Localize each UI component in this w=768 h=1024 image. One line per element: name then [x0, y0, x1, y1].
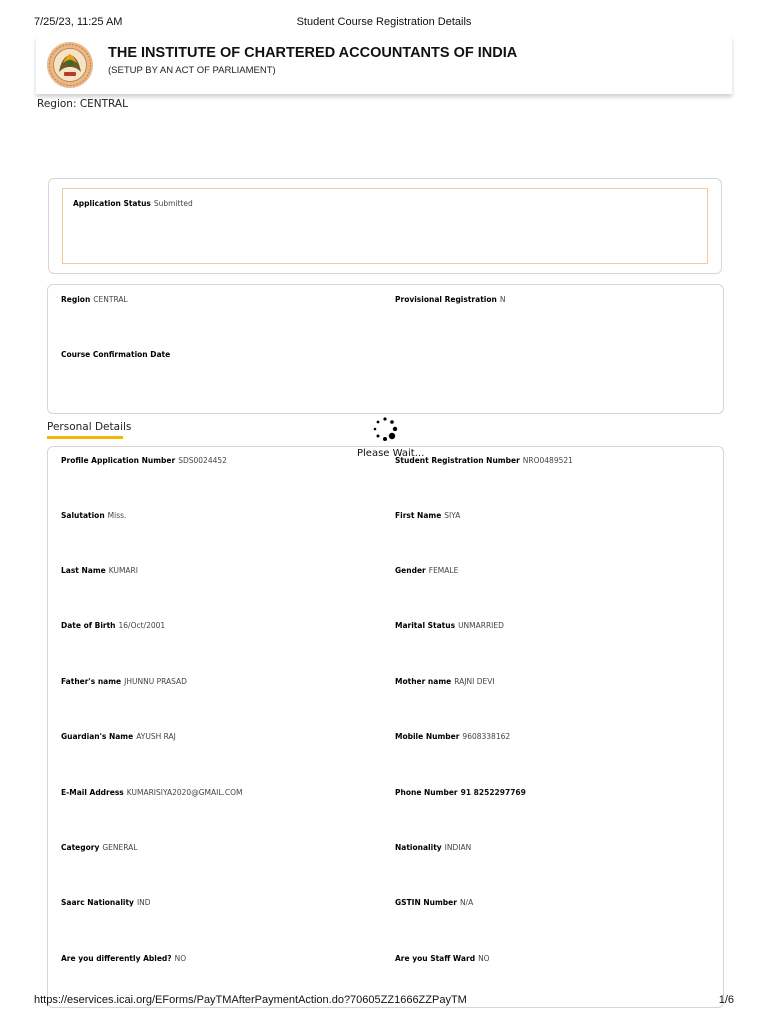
- date-of-birth-field: [61, 621, 165, 630]
- profile-application-number-field: [61, 456, 227, 465]
- field-value: 91 8252297769: [460, 788, 526, 797]
- guardians-name-field: [61, 732, 176, 741]
- field-label: Salutation: [61, 511, 105, 520]
- print-page-number: 1/6: [718, 994, 734, 1006]
- personal-details-card: [47, 446, 724, 1008]
- staff-ward-field: [395, 954, 490, 963]
- print-url: https://eservices.icai.org/EForms/PayTMAfterPaymentAction.do?70605ZZ1666ZZPayTM: [34, 994, 467, 1006]
- gstin-number-field: [395, 898, 473, 907]
- field-value: N: [499, 295, 506, 304]
- field-value: NO: [478, 954, 490, 963]
- field-label: Are you differently Abled?: [61, 954, 172, 963]
- field-value: 16/Oct/2001: [118, 621, 166, 630]
- field-value: N/A: [459, 898, 474, 907]
- field-label: GSTIN Number: [395, 898, 457, 907]
- marital-status-field: [395, 621, 504, 630]
- region-line: Region: CENTRAL: [37, 98, 128, 110]
- field-label: Profile Application Number: [61, 456, 176, 465]
- field-label: Date of Birth: [61, 621, 116, 630]
- field-label: Course Confirmation Date: [61, 350, 171, 359]
- field-value: Miss.: [107, 511, 127, 520]
- field-label: Mobile Number: [395, 732, 460, 741]
- spinner-icon: [368, 416, 402, 446]
- field-label: First Name: [395, 511, 442, 520]
- field-value: AYUSH RAJ: [136, 732, 176, 741]
- field-label: E-Mail Address: [61, 788, 124, 797]
- org-name: THE INSTITUTE OF CHARTERED ACCOUNTANTS OF INDIA: [108, 45, 518, 61]
- mother-name-field: [395, 677, 495, 686]
- fathers-name-field: [61, 677, 187, 686]
- site-header: [36, 36, 732, 94]
- phone-number-field: [395, 788, 526, 797]
- field-value: GENERAL: [102, 843, 138, 852]
- field-value: Submitted: [153, 199, 193, 208]
- field-value: SDS0024452: [178, 456, 227, 465]
- saarc-nationality-field: [61, 898, 151, 907]
- region-field: [61, 295, 128, 304]
- field-label: Provisional Registration: [395, 295, 497, 304]
- gender-field: [395, 566, 458, 575]
- field-value: JHUNNU PRASAD: [124, 677, 187, 686]
- please-wait-text: Please Wait...: [357, 448, 425, 459]
- field-value: NO: [174, 954, 187, 963]
- section-underline: [47, 436, 123, 439]
- field-label: Region: [61, 295, 91, 304]
- icai-emblem-icon: [46, 41, 94, 89]
- field-value: IND: [136, 898, 151, 907]
- course-confirmation-date-field: [61, 350, 173, 359]
- application-status-field: [73, 199, 193, 208]
- field-label: Nationality: [395, 843, 442, 852]
- field-label: Category: [61, 843, 100, 852]
- field-value: RAJNI DEVI: [454, 677, 495, 686]
- field-value: 9608338162: [462, 732, 511, 741]
- field-label: Application Status: [73, 199, 151, 208]
- field-value: INDIAN: [444, 843, 472, 852]
- field-value: SIYA: [444, 511, 461, 520]
- org-subtitle: (SETUP BY AN ACT OF PARLIAMENT): [108, 65, 276, 76]
- field-value: FEMALE: [428, 566, 459, 575]
- field-label: Are you Staff Ward: [395, 954, 476, 963]
- field-label: Student Registration Number: [395, 456, 520, 465]
- print-page-title: Student Course Registration Details: [296, 16, 472, 28]
- field-label: Guardian's Name: [61, 732, 134, 741]
- category-field: [61, 843, 137, 852]
- field-value: KUMARI: [108, 566, 138, 575]
- email-address-field: [61, 788, 243, 797]
- field-value: UNMARRIED: [458, 621, 504, 630]
- print-timestamp: 7/25/23, 11:25 AM: [34, 16, 123, 28]
- field-label: Gender: [395, 566, 426, 575]
- field-label: Father's name: [61, 677, 122, 686]
- provisional-registration-field: [395, 295, 505, 304]
- field-label: Saarc Nationality: [61, 898, 134, 907]
- personal-details-heading: Personal Details: [47, 421, 132, 433]
- field-label: Last Name: [61, 566, 106, 575]
- field-value: KUMARISIYA2020@GMAIL.COM: [126, 788, 243, 797]
- first-name-field: [395, 511, 460, 520]
- field-value: CENTRAL: [93, 295, 128, 304]
- registration-card: [47, 284, 724, 414]
- application-status-card: [48, 178, 722, 274]
- differently-abled-field: [61, 954, 186, 963]
- salutation-field: [61, 511, 126, 520]
- field-label: Phone Number: [395, 788, 458, 797]
- field-label: Mother name: [395, 677, 452, 686]
- mobile-number-field: [395, 732, 510, 741]
- last-name-field: [61, 566, 138, 575]
- nationality-field: [395, 843, 471, 852]
- field-value: NRO0489521: [522, 456, 573, 465]
- field-label: Marital Status: [395, 621, 456, 630]
